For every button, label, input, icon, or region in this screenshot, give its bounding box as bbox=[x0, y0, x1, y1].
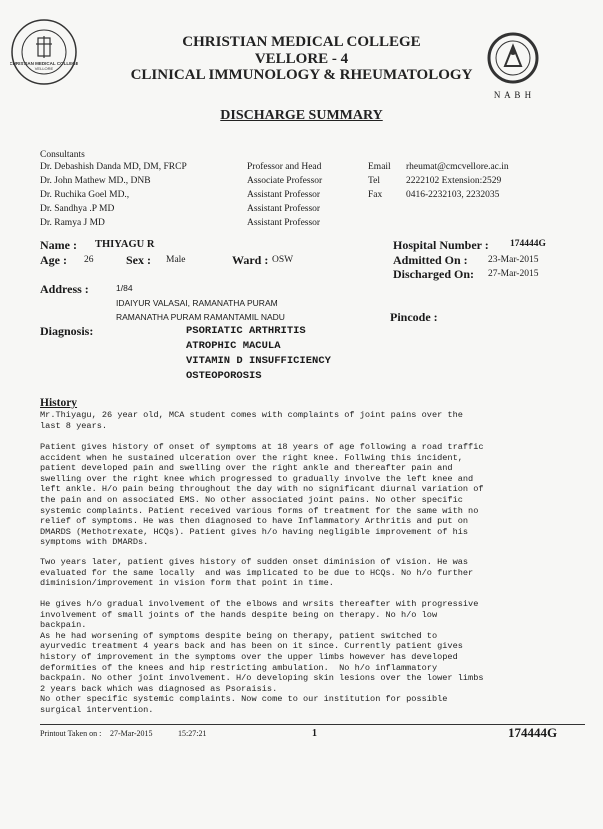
patient-ward: OSW bbox=[272, 255, 294, 265]
history-line: surgical intervention. bbox=[40, 705, 154, 715]
history-line: involvement of small joints of the hands despite being on therapy. No h/o low bbox=[40, 609, 438, 620]
contact-value: 2222102 Extension:2529 bbox=[406, 176, 502, 186]
consultant-name: Dr. Ramya J MD bbox=[40, 218, 105, 228]
sex-label: Sex : bbox=[126, 253, 151, 267]
address-label: Address : bbox=[40, 282, 89, 296]
diagnosis-item: VITAMIN D INSUFFICIENCY bbox=[186, 355, 331, 367]
history-line: relief of symptoms. He was then diagnosed to have Inflammatory Arthritis and put on bbox=[40, 516, 469, 527]
college-name: CHRISTIAN MEDICAL COLLEGE bbox=[182, 34, 421, 50]
history-line: history of improvement in the symptoms over the upper limbs however has developed bbox=[40, 652, 458, 662]
history-heading: History bbox=[40, 397, 78, 409]
history-line: deformities of the knees and hip restricting ambulation. No h/o inflammatory bbox=[40, 662, 438, 673]
history-line: Mr.Thiyagu, 26 year old, MCA student comes with complaints of joint pains over the bbox=[40, 410, 463, 420]
address-line: IDAIYUR VALASAI, RAMANATHA PURAM bbox=[116, 298, 278, 308]
patient-sex: Male bbox=[166, 255, 186, 265]
contact-value: rheumat@cmcvellore.ac.in bbox=[406, 162, 509, 172]
admitted-date: 23-Mar-2015 bbox=[488, 255, 539, 265]
history-line: DMARDS (Methotrexate, HCQs). Patient gives h/o having negligible improvement of his bbox=[40, 526, 469, 537]
history-line: systemic complaints. Patient received various forms of treatment for the same with no bbox=[40, 505, 479, 516]
pincode-label: Pincode : bbox=[390, 310, 438, 324]
consultants-heading: Consultants bbox=[40, 150, 85, 160]
history-line: swelling over the right knee which progressed to gradually involve the left knee and bbox=[40, 473, 474, 484]
hospital-number-label: Hospital Number : bbox=[393, 238, 489, 252]
footer-rule bbox=[40, 724, 585, 725]
history-line: Patient gives history of onset of symptoms at 18 years of age following a road traffic bbox=[40, 442, 484, 452]
history-line: accident when he sustained ulceration over the right knee. Follwing this incident, bbox=[40, 452, 463, 463]
consultant-name: Dr. Ruchika Goel MD., bbox=[40, 190, 130, 200]
history-line: left ankle. H/o pain being throughout the day with no significant diurnal variation of bbox=[40, 484, 484, 495]
address-line: 1/84 bbox=[116, 283, 133, 293]
consultant-role: Associate Professor bbox=[247, 176, 323, 186]
age-label: Age : bbox=[40, 253, 67, 267]
history-line: evaluated for the same locally and was implicated to be due to HCQs. No h/o further bbox=[40, 567, 474, 578]
consultant-name: Dr. Sandhya .P MD bbox=[40, 204, 115, 214]
history-line: patient developed pain and swelling over the right ankle and thereafter pain and bbox=[40, 463, 453, 474]
contact-label: Tel bbox=[368, 176, 380, 186]
svg-text:CHRISTIAN MEDICAL COLLEGE: CHRISTIAN MEDICAL COLLEGE bbox=[10, 61, 78, 66]
name-label: Name : bbox=[40, 238, 77, 252]
consultant-role: Assistant Professor bbox=[247, 204, 321, 214]
admitted-label: Admitted On : bbox=[393, 253, 468, 267]
address-line: RAMANATHA PURAM RAMANTAMIL NADU bbox=[116, 312, 285, 322]
patient-age: 26 bbox=[84, 255, 94, 265]
history-line: ayurvedic treatment 4 years back and has been on it since. Currently patient gives bbox=[40, 641, 463, 652]
history-line: He gives h/o gradual involvement of the elbows and wrsits thereafter with progressive bbox=[40, 599, 479, 609]
patient-name: THIYAGU R bbox=[95, 239, 155, 250]
contact-label: Email bbox=[368, 162, 391, 172]
discharged-label: Discharged On: bbox=[393, 267, 474, 281]
history-line: last 8 years. bbox=[40, 420, 108, 431]
history-line: symptoms with DMARDs. bbox=[40, 537, 149, 548]
history-line: diminision/improvement in vision form that point in time. bbox=[40, 578, 334, 589]
department-name: CLINICAL IMMUNOLOGY & RHEUMATOLOGY bbox=[130, 67, 473, 83]
diagnosis-item: OSTEOPOROSIS bbox=[186, 370, 262, 382]
printout-date: 27-Mar-2015 bbox=[110, 729, 153, 738]
history-line: Two years later, patient gives history of sudden onset diminision of vision. He was bbox=[40, 557, 469, 567]
consultant-name: Dr. John Mathew MD., DNB bbox=[40, 176, 151, 186]
document-title: DISCHARGE SUMMARY bbox=[220, 108, 383, 123]
history-line: backpain. bbox=[40, 620, 87, 631]
contact-value: 0416-2232103, 2232035 bbox=[406, 190, 500, 200]
contact-label: Fax bbox=[368, 190, 383, 200]
college-place: VELLORE - 4 bbox=[254, 51, 349, 67]
page-number: 1 bbox=[312, 728, 317, 739]
diagnosis-item: ATROPHIC MACULA bbox=[186, 340, 281, 352]
consultant-role: Professor and Head bbox=[247, 162, 322, 172]
consultant-role: Assistant Professor bbox=[247, 190, 321, 200]
history-line: 2 years back which was diagnosed as Psoraisis. bbox=[40, 683, 278, 694]
history-line: the pain and on associated EMS. No other associated joint pains. No other specific bbox=[40, 495, 463, 505]
consultant-name: Dr. Debashish Danda MD, DM, FRCP bbox=[40, 162, 187, 172]
history-line: As he had worsening of symptoms despite being on therapy, patient switched to bbox=[40, 630, 438, 641]
svg-text:VELLORE: VELLORE bbox=[34, 66, 54, 71]
diagnosis-item: PSORIATIC ARTHRITIS bbox=[186, 325, 306, 337]
diagnosis-label: Diagnosis: bbox=[40, 324, 94, 338]
consultant-role: Assistant Professor bbox=[247, 218, 321, 228]
footer-hospital-number: 174444G bbox=[508, 725, 558, 740]
printout-time: 15:27:21 bbox=[178, 729, 207, 738]
history-line: backpain. No other joint involvement. H/o developing skin lesions over the lower limbs bbox=[40, 673, 484, 684]
nabh-label: N A B H bbox=[493, 90, 533, 100]
hospital-number-value: 174444G bbox=[510, 239, 546, 249]
printout-label: Printout Taken on : bbox=[40, 729, 102, 738]
discharged-date: 27-Mar-2015 bbox=[488, 269, 539, 279]
ward-label: Ward : bbox=[232, 253, 269, 267]
history-line: No other specific systemic complaints. Now come to our institution for possible bbox=[40, 694, 448, 705]
